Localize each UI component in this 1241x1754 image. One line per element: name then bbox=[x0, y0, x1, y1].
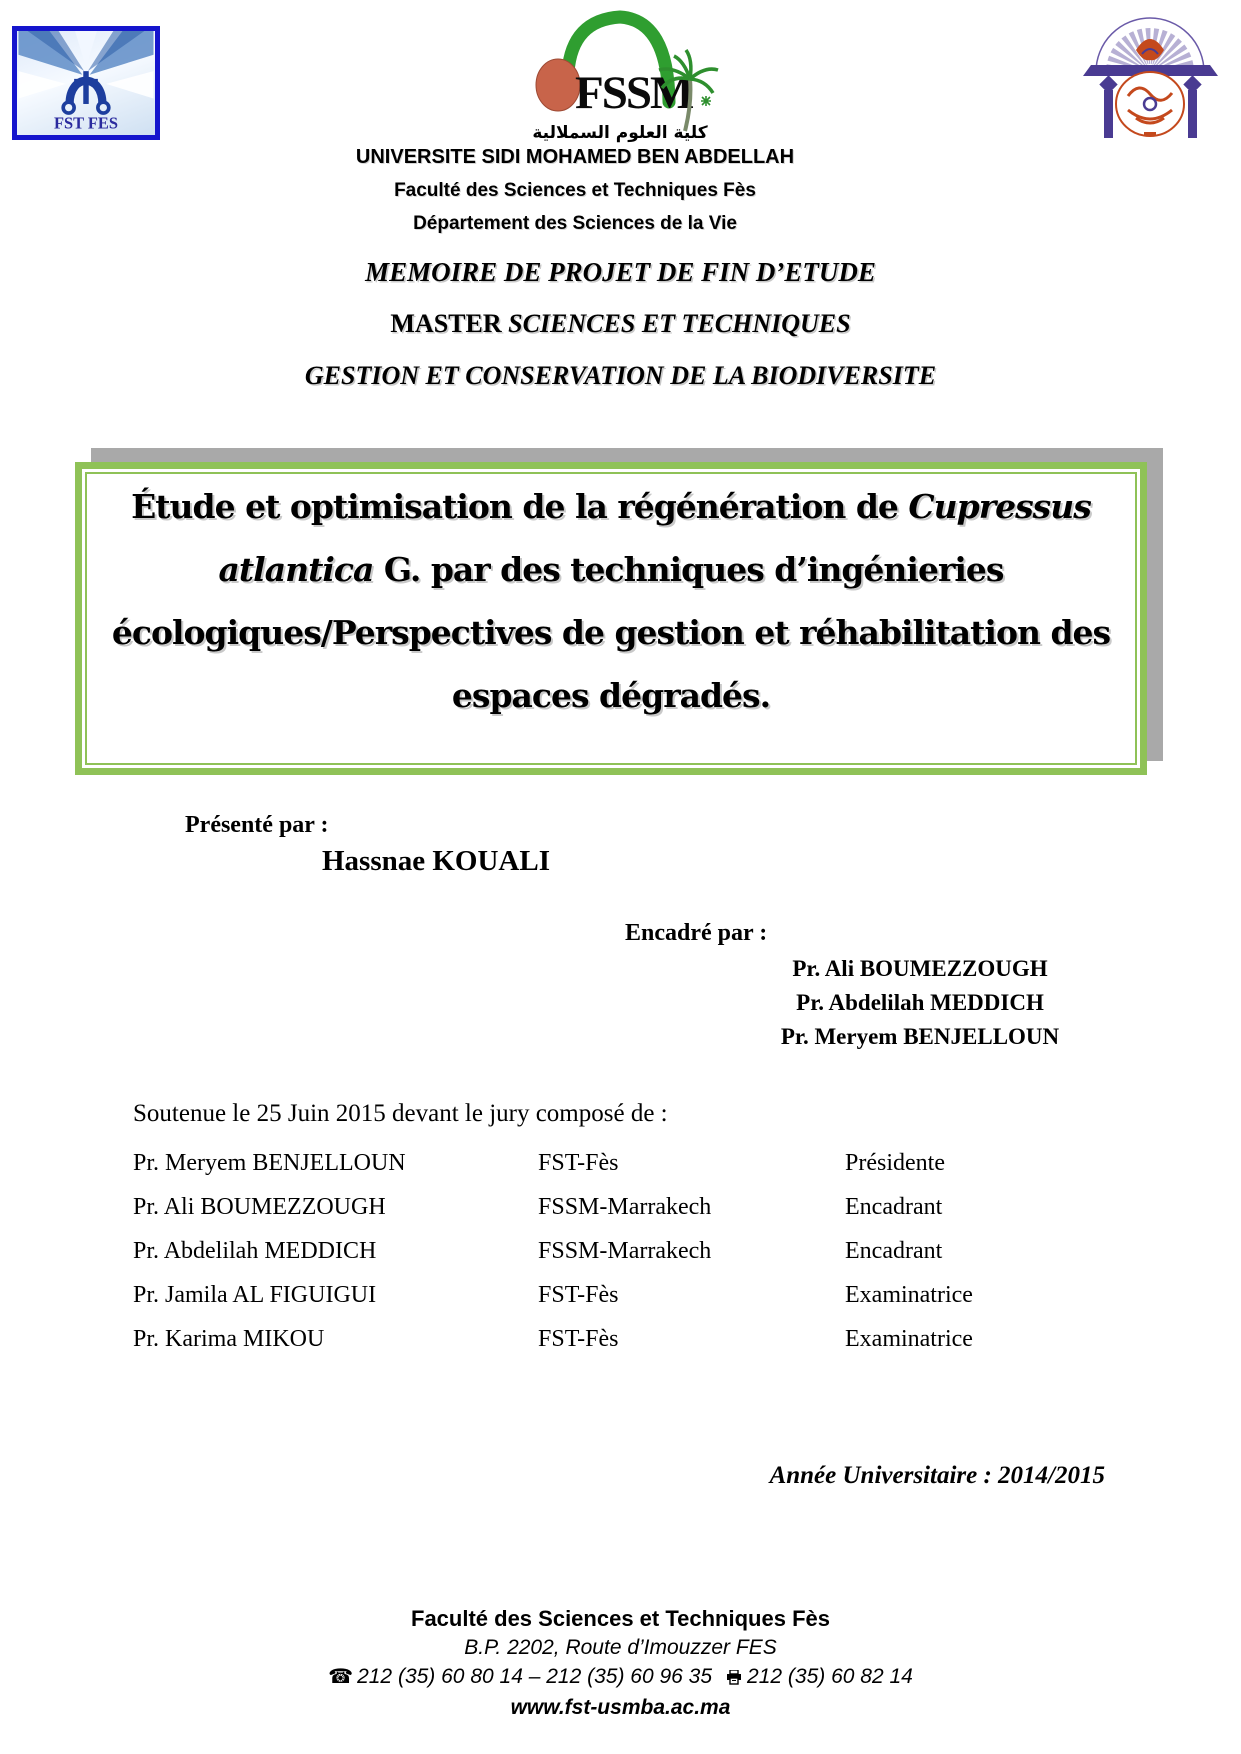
supervisor-list bbox=[720, 952, 1120, 1054]
jury-member-name: Pr. Karima MIKOU bbox=[133, 1326, 325, 1352]
master-specialisation: SCIENCES ET TECHNIQUES bbox=[508, 309, 851, 338]
jury-member-role: Examinatrice bbox=[845, 1282, 973, 1308]
jury-row-4 bbox=[0, 1282, 1241, 1314]
footer-address: B.P. 2202, Route d’Imouzzer FES bbox=[464, 1636, 777, 1659]
defense-intro: Soutenue le 25 Juin 2015 devant le jury composé de : bbox=[133, 1100, 668, 1127]
fst-fes-logo bbox=[12, 26, 160, 140]
fssm-logo bbox=[520, 4, 720, 144]
jury-row-1 bbox=[0, 1150, 1241, 1182]
jury-member-institution: FST-Fès bbox=[538, 1326, 619, 1352]
fssm-logo-icon bbox=[520, 4, 720, 144]
thesis-title-line-1 bbox=[82, 475, 1140, 538]
fst-fes-logo-label: FST FES bbox=[54, 113, 118, 133]
footer-contact-line bbox=[0, 1662, 1241, 1693]
footer bbox=[0, 1604, 1241, 1722]
master-prefix: MASTER bbox=[390, 309, 509, 338]
jury-row-3 bbox=[0, 1238, 1241, 1270]
university-name: UNIVERSITE SIDI MOHAMED BEN ABDELLAH bbox=[355, 146, 795, 168]
thesis-title bbox=[82, 475, 1140, 727]
thesis-title-line-2 bbox=[82, 538, 1140, 601]
supervisor-3: Pr. Meryem BENJELLOUN bbox=[780, 1024, 1060, 1049]
jury-member-name: Pr. Meryem BENJELLOUN bbox=[133, 1150, 406, 1176]
author-name: Hassnae KOUALI bbox=[322, 845, 551, 877]
jury-member-institution: FST-Fès bbox=[538, 1282, 619, 1308]
footer-phones: 212 (35) 60 80 14 – 212 (35) 60 96 35 bbox=[357, 1665, 713, 1688]
department-name: Département des Sciences de la Vie bbox=[413, 213, 737, 234]
footer-fax-number: 212 (35) 60 82 14 bbox=[747, 1665, 913, 1688]
supervisor-2: Pr. Abdelilah MEDDICH bbox=[796, 990, 1044, 1015]
academic-year: Année Universitaire : 2014/2015 bbox=[769, 1462, 1105, 1489]
telephone-icon: ☎ bbox=[328, 1664, 354, 1688]
jury-member-role: Présidente bbox=[845, 1150, 945, 1176]
thesis-title-line-4: espaces dégradés. bbox=[451, 676, 771, 715]
footer-website: www.fst-usmba.ac.ma bbox=[510, 1696, 731, 1719]
memoire-line: MEMOIRE DE PROJET DE FIN D’ETUDE bbox=[365, 257, 876, 287]
supervisor-1: Pr. Ali BOUMEZZOUGH bbox=[792, 956, 1048, 981]
title-line1-plain: Étude et optimisation de la régénération de bbox=[131, 487, 909, 526]
title-line2-italic: atlantica bbox=[218, 550, 374, 589]
title-line1-italic: Cupressus bbox=[908, 487, 1091, 526]
jury-member-role: Examinatrice bbox=[845, 1326, 973, 1352]
specialty-line: GESTION ET CONSERVATION DE LA BIODIVERSITE bbox=[304, 361, 937, 390]
faculty-name: Faculté des Sciences et Techniques Fès bbox=[394, 180, 756, 201]
jury-member-name: Pr. Ali BOUMEZZOUGH bbox=[133, 1194, 386, 1220]
usmba-logo-icon bbox=[1078, 10, 1223, 142]
master-line bbox=[0, 298, 1241, 350]
title-box bbox=[75, 462, 1147, 775]
title-line2-plain: G. par des techniques d’ingénieries bbox=[373, 550, 1004, 589]
thesis-title-line-3: écologiques/Perspectives de gestion et réhabilitation des bbox=[111, 613, 1111, 652]
fssm-logo-label: FSSM bbox=[575, 67, 693, 119]
supervised-by-label: Encadré par : bbox=[625, 920, 768, 946]
fst-fes-logo-icon bbox=[17, 31, 155, 135]
jury-member-name: Pr. Jamila AL FIGUIGUI bbox=[133, 1282, 377, 1308]
jury-member-role: Encadrant bbox=[845, 1238, 943, 1264]
degree-block bbox=[0, 246, 1241, 402]
jury-member-name: Pr. Abdelilah MEDDICH bbox=[133, 1238, 377, 1264]
jury-member-institution: FSSM-Marrakech bbox=[538, 1238, 712, 1264]
jury-member-institution: FSSM-Marrakech bbox=[538, 1194, 712, 1220]
usmba-logo bbox=[1078, 10, 1223, 142]
jury-member-role: Encadrant bbox=[845, 1194, 943, 1220]
org-header bbox=[95, 141, 1055, 240]
jury-row-2 bbox=[0, 1194, 1241, 1226]
footer-faculty: Faculté des Sciences et Techniques Fès bbox=[411, 1606, 830, 1631]
fssm-logo-arabic-label: كلية العلوم السملالية bbox=[532, 123, 708, 143]
presented-by-label: Présenté par : bbox=[185, 812, 329, 838]
jury-row-5 bbox=[0, 1326, 1241, 1358]
jury-member-institution: FST-Fès bbox=[538, 1150, 619, 1176]
fax-icon bbox=[726, 1664, 742, 1693]
